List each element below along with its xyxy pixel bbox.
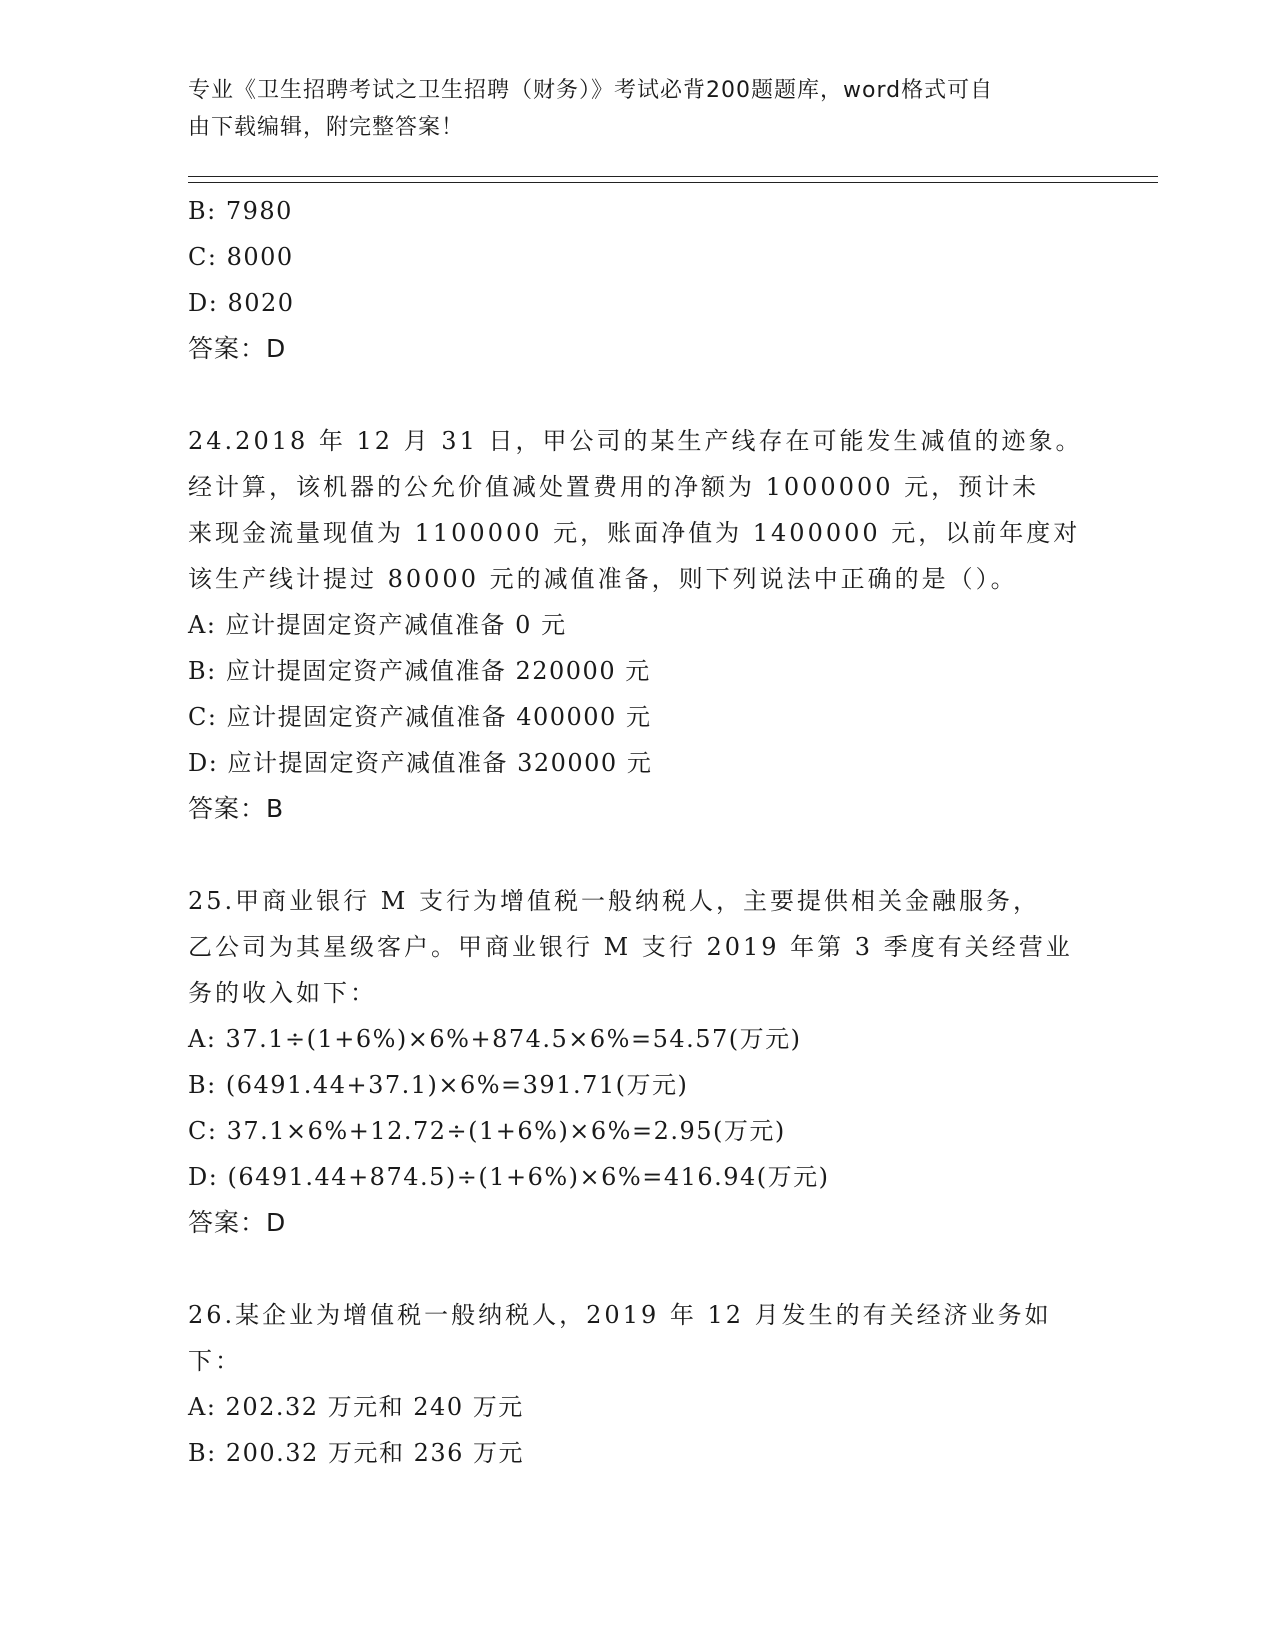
question-stem-line: 25.甲商业银行 M 支行为增值税一般纳税人，主要提供相关金融服务， — [188, 887, 1040, 915]
option-c: C: 37.1×6%+12.72÷(1+6%)×6%=2.95(万元) — [188, 1117, 786, 1145]
question-stem-line: 务的收入如下： — [188, 979, 377, 1007]
option-a: A: 37.1÷(1+6%)×6%+874.5×6%=54.57(万元) — [188, 1025, 802, 1053]
option-d: D: 8020 — [188, 289, 295, 317]
spacer — [188, 1246, 1088, 1292]
spacer — [188, 372, 1088, 418]
option-d: D: (6491.44+874.5)÷(1+6%)×6%=416.94(万元) — [188, 1163, 830, 1191]
question-stem-line: 该生产线计提过 80000 元的减值准备，则下列说法中正确的是（）。 — [188, 565, 1018, 593]
document-header — [188, 72, 1088, 146]
option-d: D: 应计提固定资产减值准备 320000 元 — [188, 749, 653, 777]
header-divider-top — [188, 176, 1158, 177]
answer-label: 答案：B — [188, 794, 285, 823]
question-stem-line: 下： — [188, 1347, 242, 1375]
option-b: B: 7980 — [188, 197, 293, 225]
option-c: C: 8000 — [188, 243, 294, 271]
option-b: B: 应计提固定资产减值准备 220000 元 — [188, 657, 651, 685]
answer-label: 答案：D — [188, 334, 287, 363]
document-body — [188, 188, 1088, 1476]
option-a: A: 202.32 万元和 240 万元 — [188, 1393, 524, 1421]
question-23 — [188, 188, 1088, 372]
question-stem-line: 26.某企业为增值税一般纳税人，2019 年 12 月发生的有关经济业务如 — [188, 1301, 1052, 1329]
question-24 — [188, 418, 1088, 832]
option-b: B: 200.32 万元和 236 万元 — [188, 1439, 525, 1467]
header-line-1: 专业《卫生招聘考试之卫生招聘（财务）》考试必背200题题库，word格式可自 — [188, 78, 994, 103]
option-c: C: 应计提固定资产减值准备 400000 元 — [188, 703, 652, 731]
question-stem-line: 乙公司为其星级客户。甲商业银行 M 支行 2019 年第 3 季度有关经营业 — [188, 933, 1073, 961]
option-b: B: (6491.44+37.1)×6%=391.71(万元) — [188, 1071, 689, 1099]
spacer — [188, 832, 1088, 878]
option-a: A: 应计提固定资产减值准备 0 元 — [188, 611, 567, 639]
question-26 — [188, 1292, 1088, 1476]
header-line-2: 由下载编辑，附完整答案！ — [188, 115, 465, 140]
question-stem-line: 经计算，该机器的公允价值减处置费用的净额为 1000000 元，预计未 — [188, 473, 1040, 501]
question-25 — [188, 878, 1088, 1246]
question-stem-line: 24.2018 年 12 月 31 日，甲公司的某生产线存在可能发生减值的迹象。 — [188, 427, 1083, 455]
answer-label: 答案：D — [188, 1208, 287, 1237]
header-divider-bottom — [188, 182, 1158, 183]
question-stem-line: 来现金流量现值为 1100000 元，账面净值为 1400000 元，以前年度对 — [188, 519, 1081, 547]
